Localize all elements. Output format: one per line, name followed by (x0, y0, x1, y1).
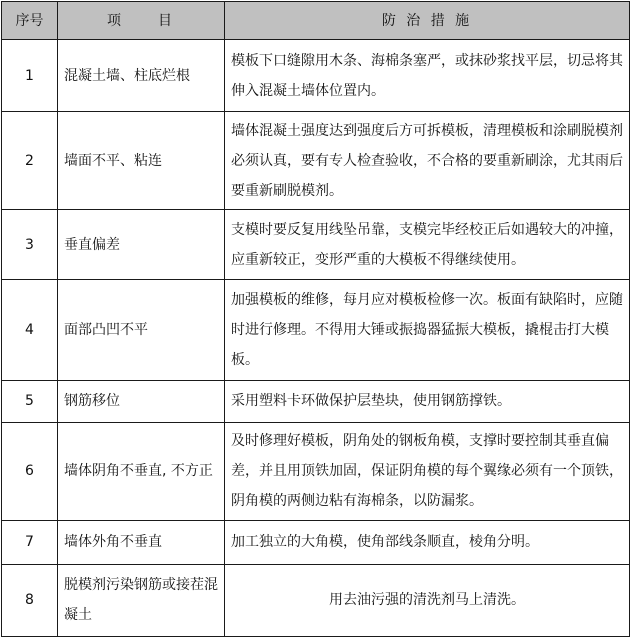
table-row (2, 112, 630, 210)
header-item: 项 目 (58, 2, 225, 40)
row-item: 钢筋移位 (58, 380, 225, 422)
row-number: 5 (2, 380, 58, 422)
header-serial-number: 序号 (2, 2, 58, 40)
table-row (2, 422, 630, 520)
row-number: 7 (2, 520, 58, 564)
table-row (2, 380, 630, 422)
row-measure: 模板下口缝隙用木条、海棉条塞严，或抹砂浆找平层，切忌将其伸入混凝土墙体位置内。 (225, 40, 630, 112)
row-number: 2 (2, 112, 58, 210)
row-item: 混凝土墙、柱底烂根 (58, 40, 225, 112)
prevention-measures-table (1, 1, 630, 637)
row-measure: 加强模板的维修，每月应对模板检修一次。板面有缺陷时，应随时进行修理。不得用大锤或振捣器猛振大模板，撬棍击打大模板。 (225, 280, 630, 380)
row-measure: 采用塑料卡环做保护层垫块，使用钢筋撑铁。 (225, 380, 630, 422)
row-measure: 用去油污强的清洗剂马上清洗。 (225, 564, 630, 636)
row-number: 8 (2, 564, 58, 636)
row-item: 脱模剂污染钢筋或接茬混凝土 (58, 564, 225, 636)
row-number: 6 (2, 422, 58, 520)
row-measure: 加工独立的大角模，使角部线条顺直，棱角分明。 (225, 520, 630, 564)
row-measure: 支模时要反复用线坠吊靠，支模完毕经校正后如遇较大的冲撞，应重新较正，变形严重的大模板不得继续使用。 (225, 210, 630, 280)
row-item: 墙面不平、粘连 (58, 112, 225, 210)
row-item: 垂直偏差 (58, 210, 225, 280)
table-row (2, 520, 630, 564)
row-number: 4 (2, 280, 58, 380)
table-row (2, 564, 630, 636)
header-row (2, 2, 630, 40)
row-measure: 墙体混凝土强度达到强度后方可拆模板，清理模板和涂刷脱模剂必须认真，要有专人检查验收，不合格的要重新刷涂，尤其雨后要重新刷脱模剂。 (225, 112, 630, 210)
row-number: 1 (2, 40, 58, 112)
table-row (2, 40, 630, 112)
row-measure: 及时修理好模板，阴角处的钢板角模，支撑时要控制其垂直偏差，并且用顶铁加固，保证阴角模的每个翼缘必须有一个顶铁，阴角模的两侧边粘有海棉条，以防漏浆。 (225, 422, 630, 520)
row-number: 3 (2, 210, 58, 280)
table-row (2, 210, 630, 280)
table-row (2, 280, 630, 380)
header-prevention-measures: 防 治 措 施 (225, 2, 630, 40)
row-item: 面部凸凹不平 (58, 280, 225, 380)
row-item: 墙体外角不垂直 (58, 520, 225, 564)
row-item: 墙体阴角不垂直, 不方正 (58, 422, 225, 520)
